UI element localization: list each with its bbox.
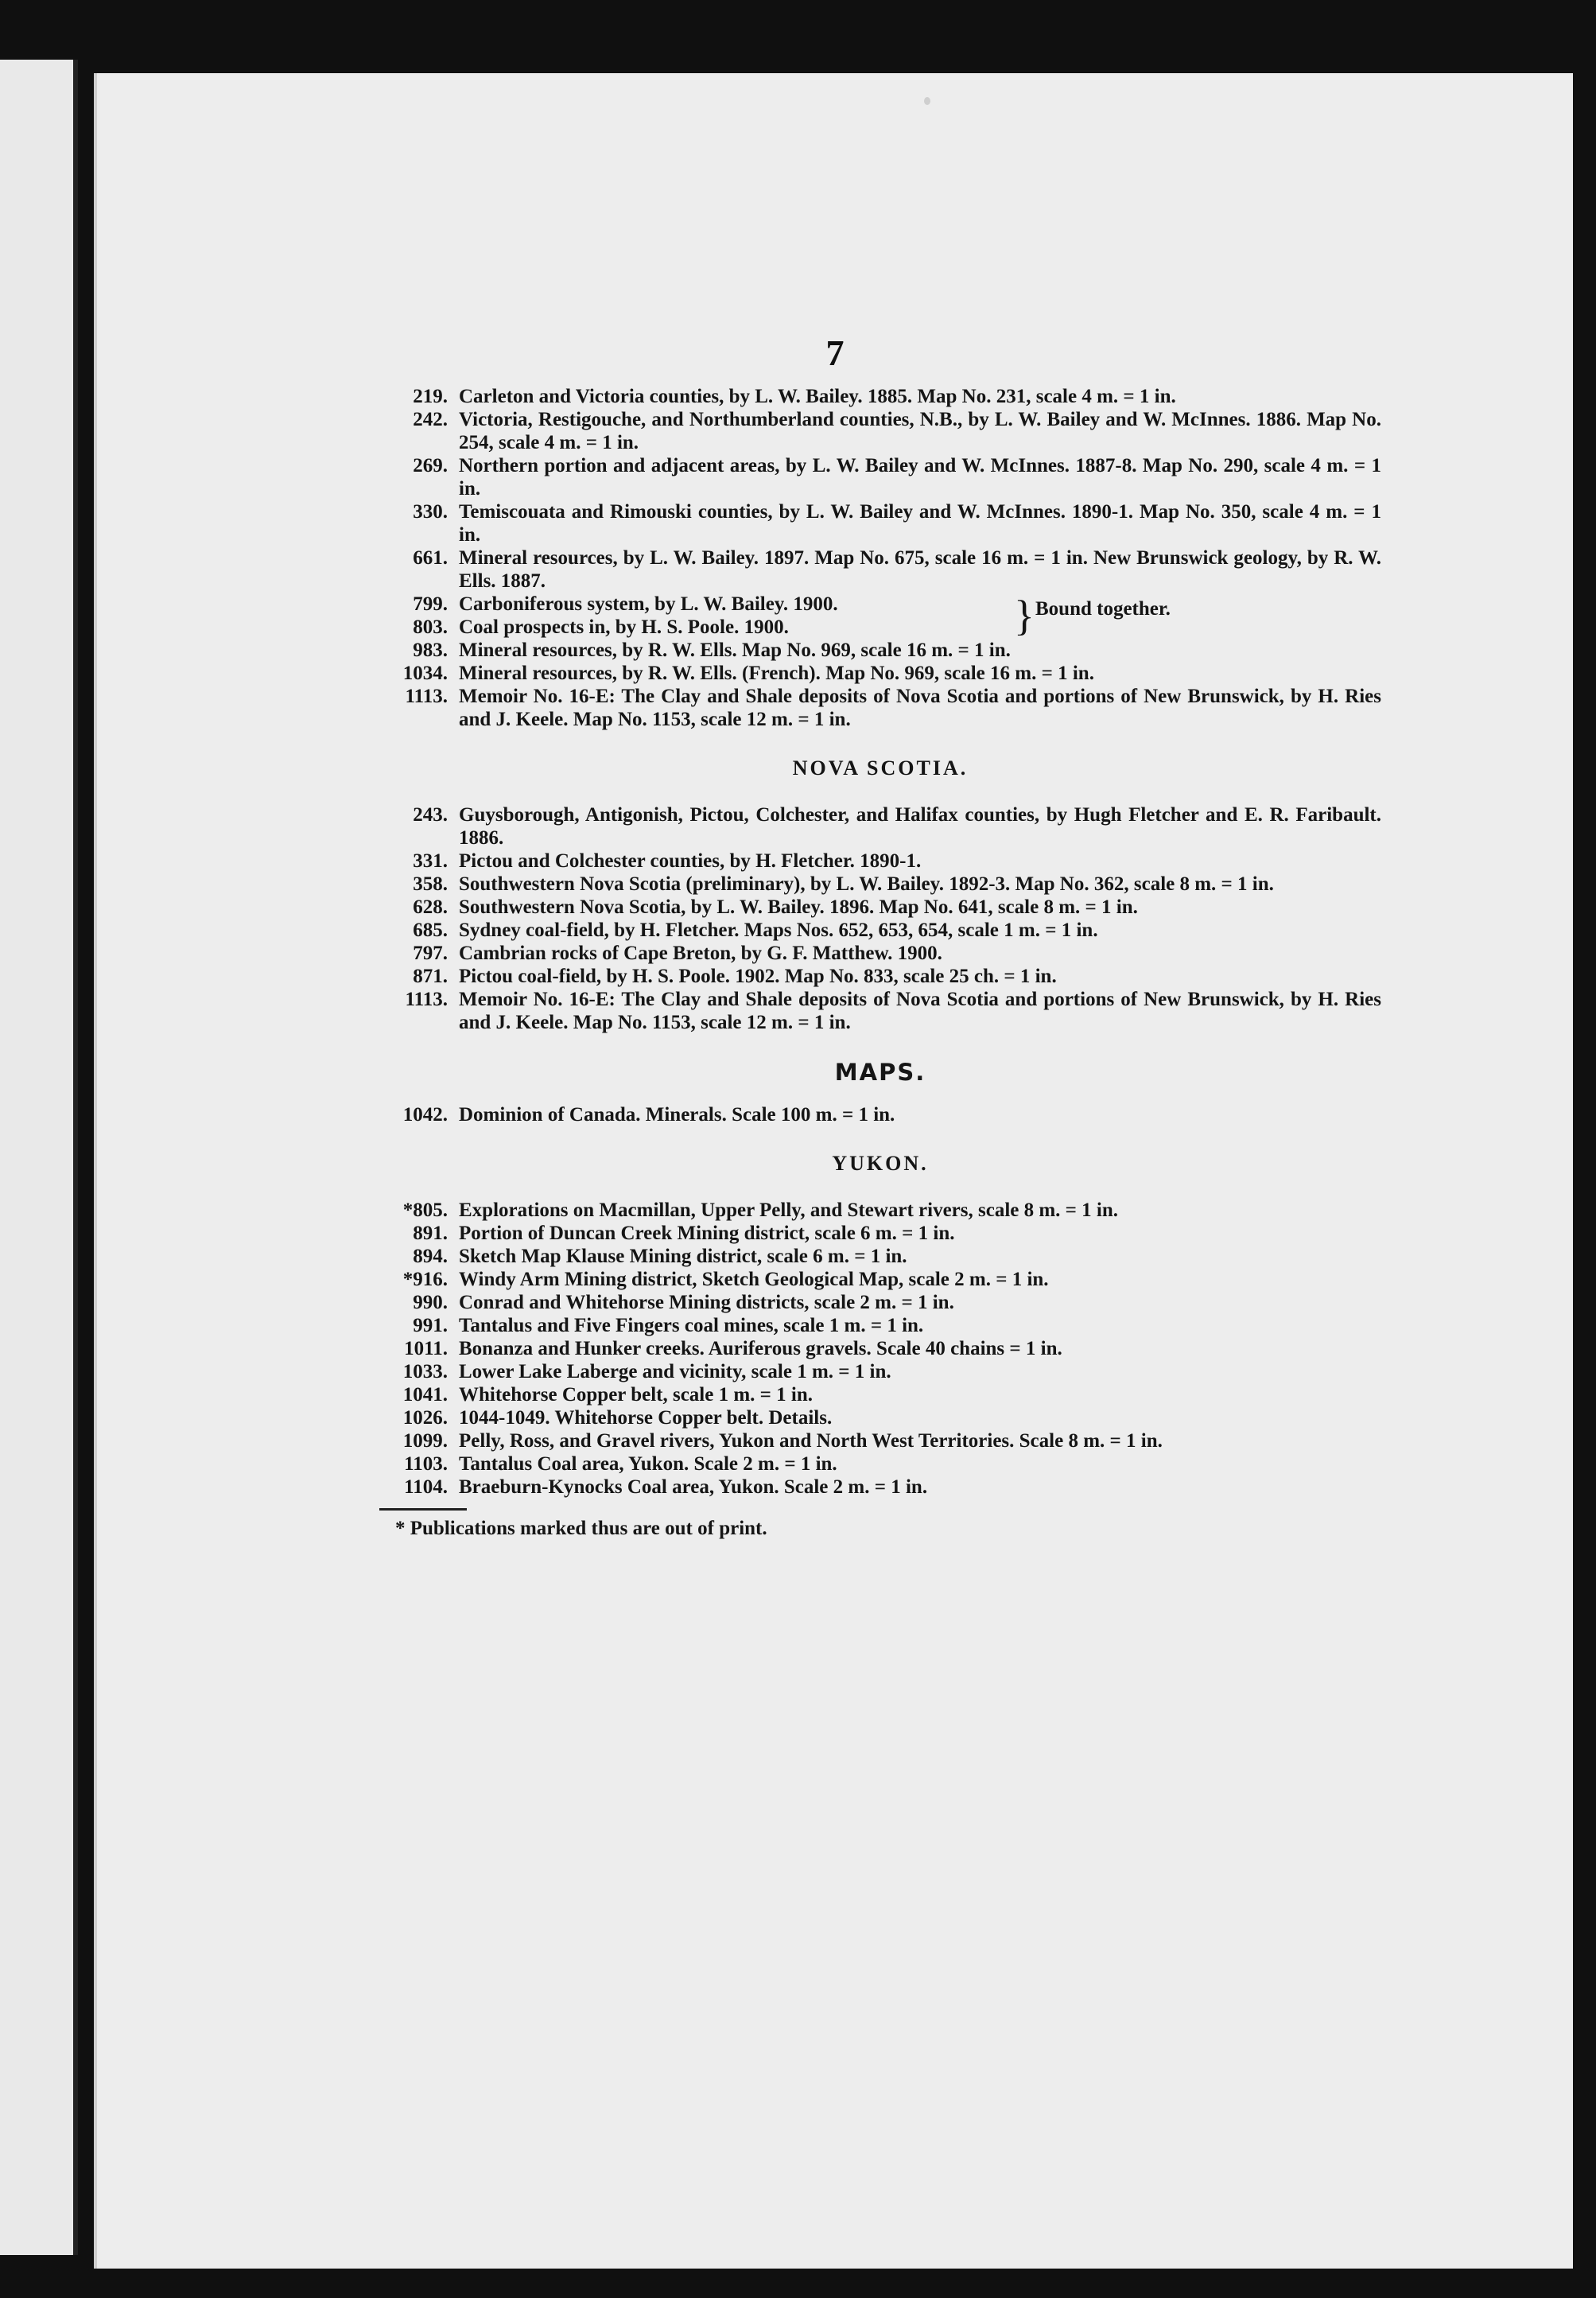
entry-text: Tantalus Coal area, Yukon. Scale 2 m. = 1 in.: [459, 1453, 837, 1475]
entry-text: Tantalus and Five Fingers coal mines, scale 1 m. = 1 in.: [459, 1315, 924, 1336]
entry-text: Sydney coal-field, by H. Fletcher. Maps Nos. 652, 653, 654, scale 1 m. = 1 in.: [459, 920, 1098, 941]
list-item: [379, 546, 1381, 593]
nova-scotia-list: [379, 803, 1381, 1034]
entry-text: Northern portion and adjacent areas, by L. W. Bailey and W. McInnes. 1887-8. Map No. 290, scale 4 m. = 1 in.: [459, 455, 1381, 500]
entry-text: Temiscouata and Rimouski counties, by L. W. Bailey and W. McInnes. 1890-1. Map No. 350, scale 4 m. = 1 in.: [459, 501, 1381, 546]
list-item: [379, 454, 1381, 500]
list-item: [379, 1268, 1381, 1291]
entry-number: 628.: [413, 896, 448, 918]
entry-number: 991.: [413, 1315, 448, 1336]
list-item: [379, 616, 1381, 639]
page-number: 7: [825, 332, 845, 373]
list-item: [379, 1429, 1381, 1452]
entry-number: *805.: [402, 1200, 448, 1221]
list-item: [379, 1222, 1381, 1245]
list-item: [379, 1314, 1381, 1337]
entry-number: 330.: [413, 501, 448, 523]
entry-text: Carleton and Victoria counties, by L. W. Bailey. 1885. Map No. 231, scale 4 m. = 1 in.: [459, 386, 1176, 407]
entry-text: Pelly, Ross, and Gravel rivers, Yukon and North West Territories. Scale 8 m. = 1 in.: [459, 1430, 1163, 1452]
entry-text: Pictou and Colchester counties, by H. Fletcher. 1890-1.: [459, 850, 922, 872]
paper-speck: [924, 97, 930, 105]
entry-number: 1104.: [404, 1476, 448, 1498]
entry-text: Southwestern Nova Scotia (preliminary), by L. W. Bailey. 1892-3. Map No. 362, scale 8 m. = 1 in.: [459, 873, 1274, 895]
brace-glyph: }: [1014, 592, 1035, 640]
entry-text: Portion of Duncan Creek Mining district, scale 6 m. = 1 in.: [459, 1223, 955, 1244]
entry-text: Memoir No. 16-E: The Clay and Shale deposits of Nova Scotia and portions of New Brunswick, by H. Ries and J. Keele. Map No. 1153, scale 12 m. = 1 in.: [459, 989, 1381, 1033]
list-item: [379, 500, 1381, 546]
entry-number: 803.: [413, 616, 448, 638]
list-item: [379, 850, 1381, 873]
entry-text: Southwestern Nova Scotia, by L. W. Bailey. 1896. Map No. 641, scale 8 m. = 1 in.: [459, 896, 1138, 918]
entry-number: 799.: [413, 593, 448, 615]
list-item: [379, 1383, 1381, 1406]
entry-number: 1042.: [402, 1104, 448, 1126]
list-item: [379, 385, 1381, 408]
yukon-list: [379, 1199, 1381, 1499]
entry-text: Cambrian rocks of Cape Breton, by G. F. Matthew. 1900.: [459, 943, 942, 964]
list-item: [379, 919, 1381, 942]
list-item: [379, 1199, 1381, 1222]
list-item: [379, 988, 1381, 1034]
list-item: [379, 1452, 1381, 1476]
entry-number: 1113.: [405, 989, 448, 1010]
entry-number: *916.: [402, 1269, 448, 1290]
entry-text: Guysborough, Antigonish, Pictou, Colchester, and Halifax counties, by Hugh Fletcher and E. R. Faribault. 1886.: [459, 804, 1381, 849]
entry-number: 1034.: [402, 663, 448, 684]
maps-list: [379, 1103, 1381, 1126]
entry-text: Braeburn-Kynocks Coal area, Yukon. Scale 2 m. = 1 in.: [459, 1476, 928, 1498]
entry-text: Coal prospects in, by H. S. Poole. 1900.: [459, 616, 789, 638]
entry-text: Lower Lake Laberge and vicinity, scale 1 m. = 1 in.: [459, 1361, 891, 1382]
bound-together-group: [379, 593, 1381, 639]
list-item: [379, 965, 1381, 988]
bound-together-label: Bound together.: [1035, 598, 1171, 620]
entry-number: 269.: [413, 455, 448, 476]
entry-text: Victoria, Restigouche, and Northumberland counties, N.B., by L. W. Bailey and W. McInnes. 1886. Map No. 254, scale 4 m. = 1 in.: [459, 409, 1381, 453]
footnote-rule: [379, 1508, 467, 1511]
entry-text: Mineral resources, by L. W. Bailey. 1897. Map No. 675, scale 16 m. = 1 in. New Brunswick geology, by R. W. Ells. 1887.: [459, 547, 1381, 592]
heading-maps: MAPS.: [834, 1059, 926, 1086]
entry-text: Mineral resources, by R. W. Ells. (French). Map No. 969, scale 16 m. = 1 in.: [459, 663, 1094, 684]
list-item: [379, 593, 1381, 616]
entry-text: Explorations on Macmillan, Upper Pelly, and Stewart rivers, scale 8 m. = 1 in.: [459, 1200, 1119, 1221]
entry-text: Memoir No. 16-E: The Clay and Shale deposits of Nova Scotia and portions of New Brunswick, by H. Ries and J. Keele. Map No. 1153, scale 12 m. = 1 in.: [459, 686, 1381, 730]
entry-text: Carboniferous system, by L. W. Bailey. 1900.: [459, 593, 838, 615]
entry-number: 331.: [413, 850, 448, 872]
list-item: [379, 896, 1381, 919]
entry-text: Mineral resources, by R. W. Ells. Map No. 969, scale 16 m. = 1 in.: [459, 640, 1011, 661]
entry-text: Windy Arm Mining district, Sketch Geological Map, scale 2 m. = 1 in.: [459, 1269, 1049, 1290]
entry-number: 243.: [413, 804, 448, 826]
entry-number: 797.: [413, 943, 448, 964]
list-item: [379, 408, 1381, 454]
entry-text: Dominion of Canada. Minerals. Scale 100 m. = 1 in.: [459, 1104, 895, 1126]
entry-number: 1033.: [402, 1361, 448, 1382]
entry-number: 1041.: [402, 1384, 448, 1406]
catalogue-content: [379, 385, 1381, 1540]
left-page-edge: [0, 60, 78, 2255]
list-item: [379, 685, 1381, 731]
footnote: * Publications marked thus are out of print.: [395, 1518, 767, 1539]
entry-number: 894.: [413, 1246, 448, 1267]
list-item: [379, 1245, 1381, 1268]
entry-text: Bonanza and Hunker creeks. Auriferous gravels. Scale 40 chains = 1 in.: [459, 1338, 1062, 1359]
entry-number: 219.: [413, 386, 448, 407]
entry-number: 983.: [413, 640, 448, 661]
entry-number: 1113.: [405, 686, 448, 707]
list-item: [379, 942, 1381, 965]
heading-yukon: YUKON.: [832, 1152, 929, 1175]
list-item: [379, 639, 1381, 662]
entry-number: 358.: [413, 873, 448, 895]
list-item: [379, 1291, 1381, 1314]
entry-text: 1044-1049. Whitehorse Copper belt. Details.: [459, 1407, 833, 1429]
entry-number: 1011.: [404, 1338, 448, 1359]
entry-text: Whitehorse Copper belt, scale 1 m. = 1 in.: [459, 1384, 814, 1406]
list-item: [379, 662, 1381, 685]
entry-text: Conrad and Whitehorse Mining districts, scale 2 m. = 1 in.: [459, 1292, 954, 1313]
entry-number: 685.: [413, 920, 448, 941]
list-item: [379, 1337, 1381, 1360]
heading-nova-scotia: NOVA SCOTIA.: [792, 756, 969, 780]
list-item: [379, 1103, 1381, 1126]
entry-number: 891.: [413, 1223, 448, 1244]
list-item: [379, 1476, 1381, 1499]
entry-number: 1099.: [402, 1430, 448, 1452]
list-item: [379, 803, 1381, 850]
new-brunswick-list: [379, 385, 1381, 593]
document-page: [94, 73, 1573, 2269]
entry-text: Sketch Map Klause Mining district, scale 6 m. = 1 in.: [459, 1246, 907, 1267]
list-item: [379, 1406, 1381, 1429]
list-item: [379, 1360, 1381, 1383]
entry-number: 990.: [413, 1292, 448, 1313]
entry-number: 871.: [413, 966, 448, 987]
entry-number: 1026.: [402, 1407, 448, 1429]
entry-number: 661.: [413, 547, 448, 569]
entry-number: 1103.: [404, 1453, 448, 1475]
new-brunswick-list-continued: [379, 639, 1381, 731]
list-item: [379, 873, 1381, 896]
entry-number: 242.: [413, 409, 448, 430]
entry-text: Pictou coal-field, by H. S. Poole. 1902. Map No. 833, scale 25 ch. = 1 in.: [459, 966, 1057, 987]
